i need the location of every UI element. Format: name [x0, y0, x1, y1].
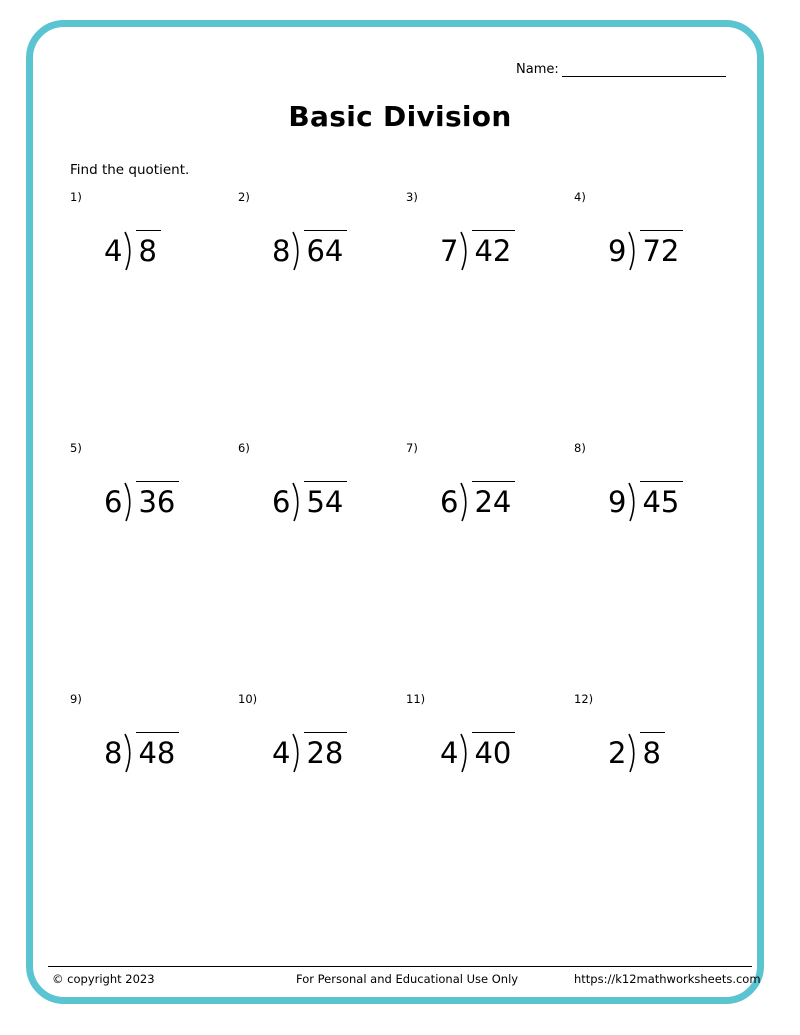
- problem-number: 2): [238, 190, 250, 204]
- divisor: 9: [608, 234, 627, 268]
- division-bracket-icon: [460, 230, 471, 272]
- division-expression: [104, 481, 179, 523]
- division-bracket-icon: [460, 481, 471, 523]
- problem-number: 11): [406, 692, 426, 706]
- problem: [574, 441, 744, 681]
- divisor: 2: [608, 736, 627, 770]
- dividend: 28: [304, 732, 347, 773]
- division-expression: [440, 481, 515, 523]
- division-bracket-icon: [628, 732, 639, 774]
- problem-number: 1): [70, 190, 82, 204]
- problem: [70, 190, 240, 430]
- division-bracket-icon: [124, 732, 135, 774]
- problem-number: 5): [70, 441, 82, 455]
- division-expression: [272, 732, 347, 774]
- divisor: 9: [608, 485, 627, 519]
- name-blank-line: [562, 62, 726, 77]
- dividend: 48: [136, 732, 179, 773]
- footer-website: https://k12mathworksheets.com: [574, 972, 761, 986]
- divisor: 6: [440, 485, 459, 519]
- dividend: 72: [640, 230, 683, 271]
- problem: [70, 692, 240, 932]
- divisor: 4: [440, 736, 459, 770]
- division-expression: [272, 481, 347, 523]
- dividend: 45: [640, 481, 683, 522]
- division-expression: [440, 230, 515, 272]
- instruction-text: Find the quotient.: [70, 162, 190, 178]
- problem: [238, 692, 408, 932]
- divisor: 4: [104, 234, 123, 268]
- problem: [238, 190, 408, 430]
- problem: [574, 190, 744, 430]
- footer-copyright: © copyright 2023: [52, 972, 155, 986]
- dividend: 64: [304, 230, 347, 271]
- problem-number: 6): [238, 441, 250, 455]
- name-field: [516, 62, 726, 77]
- problem-number: 4): [574, 190, 586, 204]
- division-bracket-icon: [628, 230, 639, 272]
- division-bracket-icon: [292, 230, 303, 272]
- problem-number: 9): [70, 692, 82, 706]
- problem-number: 3): [406, 190, 418, 204]
- dividend: 40: [472, 732, 515, 773]
- footer-usage-note: For Personal and Educational Use Only: [296, 972, 519, 986]
- problem-number: 12): [574, 692, 594, 706]
- divisor: 7: [440, 234, 459, 268]
- divisor: 8: [104, 736, 123, 770]
- dividend: 24: [472, 481, 515, 522]
- page-title: Basic Division: [288, 100, 512, 133]
- problem: [406, 441, 576, 681]
- dividend: 54: [304, 481, 347, 522]
- problem: [70, 441, 240, 681]
- division-bracket-icon: [460, 732, 471, 774]
- division-bracket-icon: [124, 230, 135, 272]
- division-expression: [608, 481, 683, 523]
- division-expression: [608, 230, 683, 272]
- dividend: 36: [136, 481, 179, 522]
- division-expression: [608, 732, 665, 774]
- footer-divider: [48, 966, 752, 967]
- division-expression: [104, 230, 161, 272]
- division-expression: [104, 732, 179, 774]
- divisor: 6: [272, 485, 291, 519]
- name-label: Name:: [516, 62, 559, 77]
- division-bracket-icon: [628, 481, 639, 523]
- dividend: 42: [472, 230, 515, 271]
- division-bracket-icon: [292, 481, 303, 523]
- problem: [406, 692, 576, 932]
- problem: [574, 692, 744, 932]
- problem-number: 10): [238, 692, 258, 706]
- division-bracket-icon: [292, 732, 303, 774]
- problem: [238, 441, 408, 681]
- divisor: 6: [104, 485, 123, 519]
- division-bracket-icon: [124, 481, 135, 523]
- problem-number: 8): [574, 441, 586, 455]
- division-expression: [440, 732, 515, 774]
- division-expression: [272, 230, 347, 272]
- problem-number: 7): [406, 441, 418, 455]
- problem: [406, 190, 576, 430]
- divisor: 8: [272, 234, 291, 268]
- dividend: 8: [136, 230, 160, 271]
- divisor: 4: [272, 736, 291, 770]
- dividend: 8: [640, 732, 664, 773]
